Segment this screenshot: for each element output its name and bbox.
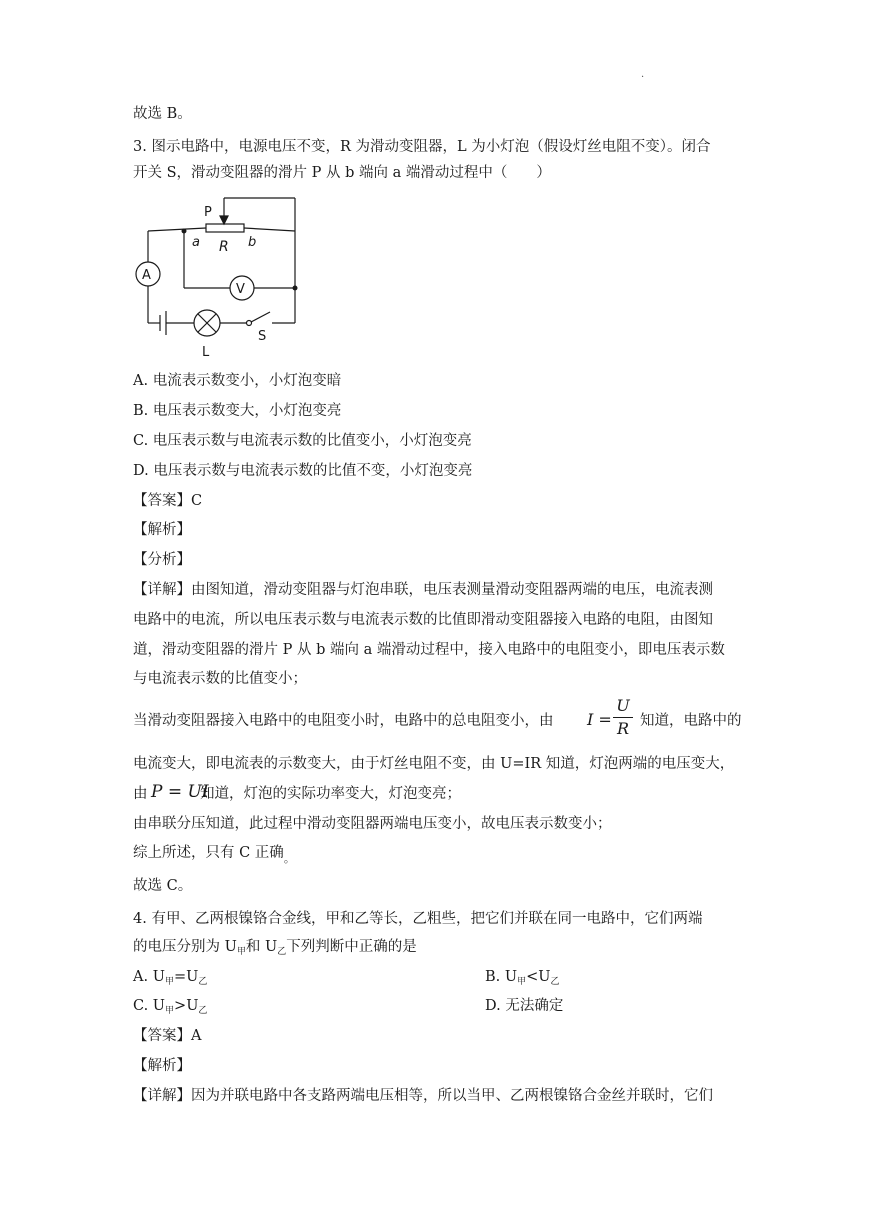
power-formula: P = UI (151, 782, 209, 802)
fenxi-3-heading: 【分析】 (133, 552, 191, 568)
q4C-t1: C. U (133, 998, 166, 1014)
fraction-bar (613, 717, 633, 718)
detail-3-line-4: 与电流表示数的比值变小； (133, 671, 307, 687)
q4A-s2: 乙 (198, 977, 208, 987)
label-a: a (192, 235, 200, 250)
para-4-text: 综上所述，只有 C 正确 (133, 845, 284, 861)
analysis-4-heading: 【解析】 (133, 1058, 191, 1074)
q4C-m: >U (174, 998, 199, 1014)
answer-3: 【答案】C (133, 493, 203, 509)
q4-sub-2: 乙 (277, 947, 287, 957)
ammeter-label: A (142, 268, 151, 283)
para-2-line-2: 电流变大，即电流表的示数变大，由于灯丝电阻不变，由 U=IR 知道，灯泡两端的电压变大， (133, 756, 735, 772)
q4-text-1: 的电压分别为 U (133, 939, 237, 955)
q4B-s2: 乙 (550, 977, 560, 987)
option-C: C. 电压表示数与电流表示数的比值变小，小灯泡变亮 (133, 433, 472, 449)
para-3: 由串联分压知道，此过程中滑动变阻器两端电压变小，故电压表示数变小； (133, 816, 612, 832)
question-3-line-1: 3. 图示电路中，电源电压不变，R 为滑动变阻器，L 为小灯泡（假设灯丝电阻不变）。闭合 (133, 139, 711, 155)
detail-4-line-1: 【详解】因为并联电路中各支路两端电压相等，所以当甲、乙两根镍铬合金丝并联时，它们 (133, 1088, 713, 1104)
detail-3-line-1: 【详解】由图知道，滑动变阻器与灯泡串联，电压表测量滑动变阻器两端的电压，电流表测 (133, 582, 713, 598)
analysis-3-heading: 【解析】 (133, 522, 191, 538)
voltmeter-label: V (236, 282, 245, 297)
q4A-s1: 甲 (164, 977, 174, 987)
para-2-line-1-a: 当滑动变阻器接入电路中的电阻变小时，电路中的总电阻变小，由 (133, 713, 554, 729)
top-mark: · (641, 72, 645, 83)
answer-4: 【答案】A (133, 1028, 202, 1044)
option-A: A. 电流表示数变小，小灯泡变暗 (133, 373, 342, 389)
q4-option-A (133, 967, 207, 992)
detail-3-line-3: 道，滑动变阻器的滑片 P 从 b 端向 a 端滑动过程中，接入电路中的电阻变小，即电压表示数 (133, 642, 725, 658)
question-3-line-2: 开关 S，滑动变阻器的滑片 P 从 b 端向 a 端滑动过程中（ ） (133, 165, 551, 181)
label-L: L (202, 345, 210, 360)
q4B-m: <U (526, 969, 551, 985)
ohm-law-fraction (613, 697, 633, 738)
question-4-line-2 (133, 937, 417, 962)
ohm-law-numerator: U (616, 696, 630, 715)
label-S: S (258, 329, 267, 344)
circuit-diagram (120, 196, 320, 361)
para-2-line-3-a: 由 (133, 786, 148, 802)
q4A-t1: A. U (133, 969, 165, 985)
q4C-s1: 甲 (165, 1006, 175, 1016)
detail-3-line-2: 电路中的电流，所以电压表示数与电流表示数的比值即滑动变阻器接入电路的电阻，由图知 (133, 612, 713, 628)
q4-text-2: 和 U (245, 939, 278, 955)
q4B-t1: B. U (485, 969, 518, 985)
para-2-line-1-b: 知道，电路中的 (640, 713, 742, 729)
q4-text-3: 下列判断中正确的是 (286, 939, 417, 955)
q4-option-C (133, 996, 207, 1021)
label-P: P (204, 205, 212, 220)
para-2-line-3-b: 知道，灯泡的实际功率变大，灯泡变亮； (200, 786, 461, 802)
q4-option-B (485, 967, 560, 992)
q4C-s2: 乙 (198, 1006, 208, 1016)
label-R: R (219, 239, 229, 255)
label-b: b (248, 235, 257, 250)
q4-sub-1: 甲 (236, 947, 246, 957)
text-line: 故选 B。 (133, 106, 192, 122)
q4B-s1: 甲 (517, 977, 527, 987)
para-4-end: 。 (283, 852, 295, 865)
ohm-law-denominator: R (616, 719, 630, 738)
ohm-law-lhs: I = (587, 710, 612, 729)
q4A-m: =U (173, 969, 199, 985)
option-D: D. 电压表示数与电流表示数的比值不变，小灯泡变亮 (133, 463, 473, 479)
q4-option-D: D. 无法确定 (485, 998, 564, 1014)
question-4-line-1: 4. 有甲、乙两根镍铬合金线，甲和乙等长，乙粗些，把它们并联在同一电路中，它们两端 (133, 911, 703, 927)
option-B: B. 电压表示数变大，小灯泡变亮 (133, 403, 342, 419)
para-4 (133, 843, 295, 869)
conclusion-3: 故选 C。 (133, 878, 193, 894)
